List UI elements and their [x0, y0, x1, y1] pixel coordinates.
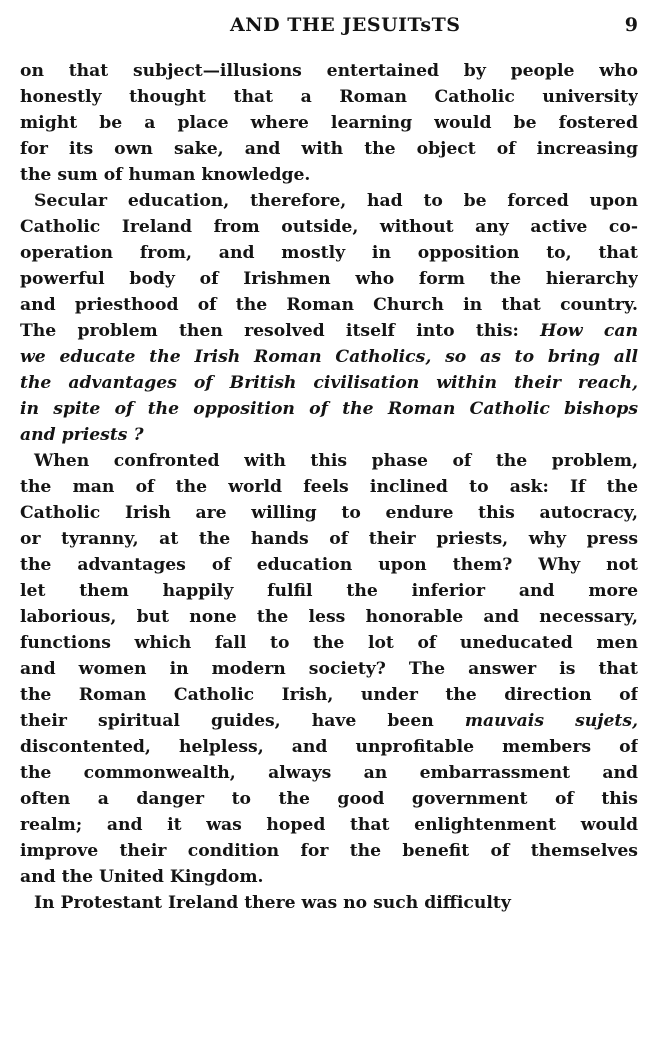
italic-text: in spite of the opposition of the Roman Catholic bishops [20, 399, 638, 419]
text-run: powerful body of Irishmen who form the hierarchy [20, 269, 638, 289]
text-line [20, 292, 638, 318]
text-line [20, 760, 638, 786]
text-run: the Roman Catholic Irish, under the direction of [20, 685, 638, 705]
page-header [20, 14, 640, 42]
text-line [20, 526, 638, 552]
text-run: the commonwealth, always an embarrassment and [20, 763, 638, 783]
text-line [20, 838, 638, 864]
text-run: and women in modern society? The answer is that [20, 659, 638, 679]
text-run: operation from, and mostly in opposition to, that [20, 243, 638, 263]
text-line [20, 240, 638, 266]
text-line [20, 318, 638, 344]
text-run: often a danger to the good government of this [20, 789, 638, 809]
text-line [20, 578, 638, 604]
text-line [20, 58, 638, 84]
text-run: or tyranny, at the hands of their priests, why press [20, 529, 638, 549]
text-line [20, 422, 638, 448]
text-run: the sum of human knowledge. [20, 165, 311, 185]
text-line [20, 474, 638, 500]
text-run: laborious, but none the less honorable and necessary, [20, 607, 638, 627]
text-run: In Protestant Ireland there was no such difficulty [34, 893, 511, 913]
text-run: realm; and it was hoped that enlightenment would [20, 815, 638, 835]
text-run: the man of the world feels inclined to ask: If the [20, 477, 638, 497]
text-line [20, 214, 638, 240]
italic-text: mauvais sujets, [464, 711, 638, 731]
text-line [20, 188, 638, 214]
text-run: honestly thought that a Roman Catholic university [20, 87, 638, 107]
text-run: improve their condition for the benefit of themselves [20, 841, 638, 861]
text-line [20, 864, 638, 890]
text-line [20, 396, 638, 422]
italic-text: How can [540, 321, 638, 341]
text-line [20, 890, 638, 916]
text-line [20, 630, 638, 656]
running-head: AND THE JESUITsTS [230, 14, 461, 36]
page-number: 9 [624, 14, 638, 36]
italic-text: we educate the Irish Roman Catholics, so as to bring all [20, 347, 638, 367]
text-line [20, 786, 638, 812]
text-line [20, 682, 638, 708]
text-run: and the United Kingdom. [20, 867, 264, 887]
text-line [20, 812, 638, 838]
text-line [20, 136, 638, 162]
text-run: Secular education, therefore, had to be forced upon [34, 191, 638, 211]
text-line [20, 734, 638, 760]
text-line [20, 500, 638, 526]
text-run: the advantages of education upon them? Why not [20, 555, 638, 575]
text-line [20, 656, 638, 682]
text-run: functions which fall to the lot of uneducated men [20, 633, 638, 653]
text-run: discontented, helpless, and unprofitable members of [20, 737, 638, 757]
text-run: and priesthood of the Roman Church in that country. [20, 295, 638, 315]
text-run: When confronted with this phase of the problem, [34, 451, 638, 471]
text-run: Catholic Ireland from outside, without any active co- [20, 217, 638, 237]
text-line [20, 84, 638, 110]
text-run: on that subject—illusions entertained by people who [20, 61, 638, 81]
text-line [20, 344, 638, 370]
italic-text: the advantages of British civilisation within their reach, [20, 373, 638, 393]
text-line [20, 110, 638, 136]
italic-text: and priests ? [20, 425, 144, 445]
text-line [20, 708, 638, 734]
text-line [20, 448, 638, 474]
text-line [20, 266, 638, 292]
text-line [20, 552, 638, 578]
text-line [20, 604, 638, 630]
text-run: for its own sake, and with the object of increasing [20, 139, 638, 159]
text-run: let them happily fulfil the inferior and more [20, 581, 638, 601]
body-text [20, 58, 638, 916]
text-run: Catholic Irish are willing to endure this autocracy, [20, 503, 638, 523]
text-line [20, 162, 638, 188]
text-run: The problem then resolved itself into this: [20, 321, 541, 341]
text-run: might be a place where learning would be fostered [20, 113, 638, 133]
text-run: their spiritual guides, have been [20, 711, 465, 731]
text-line [20, 370, 638, 396]
